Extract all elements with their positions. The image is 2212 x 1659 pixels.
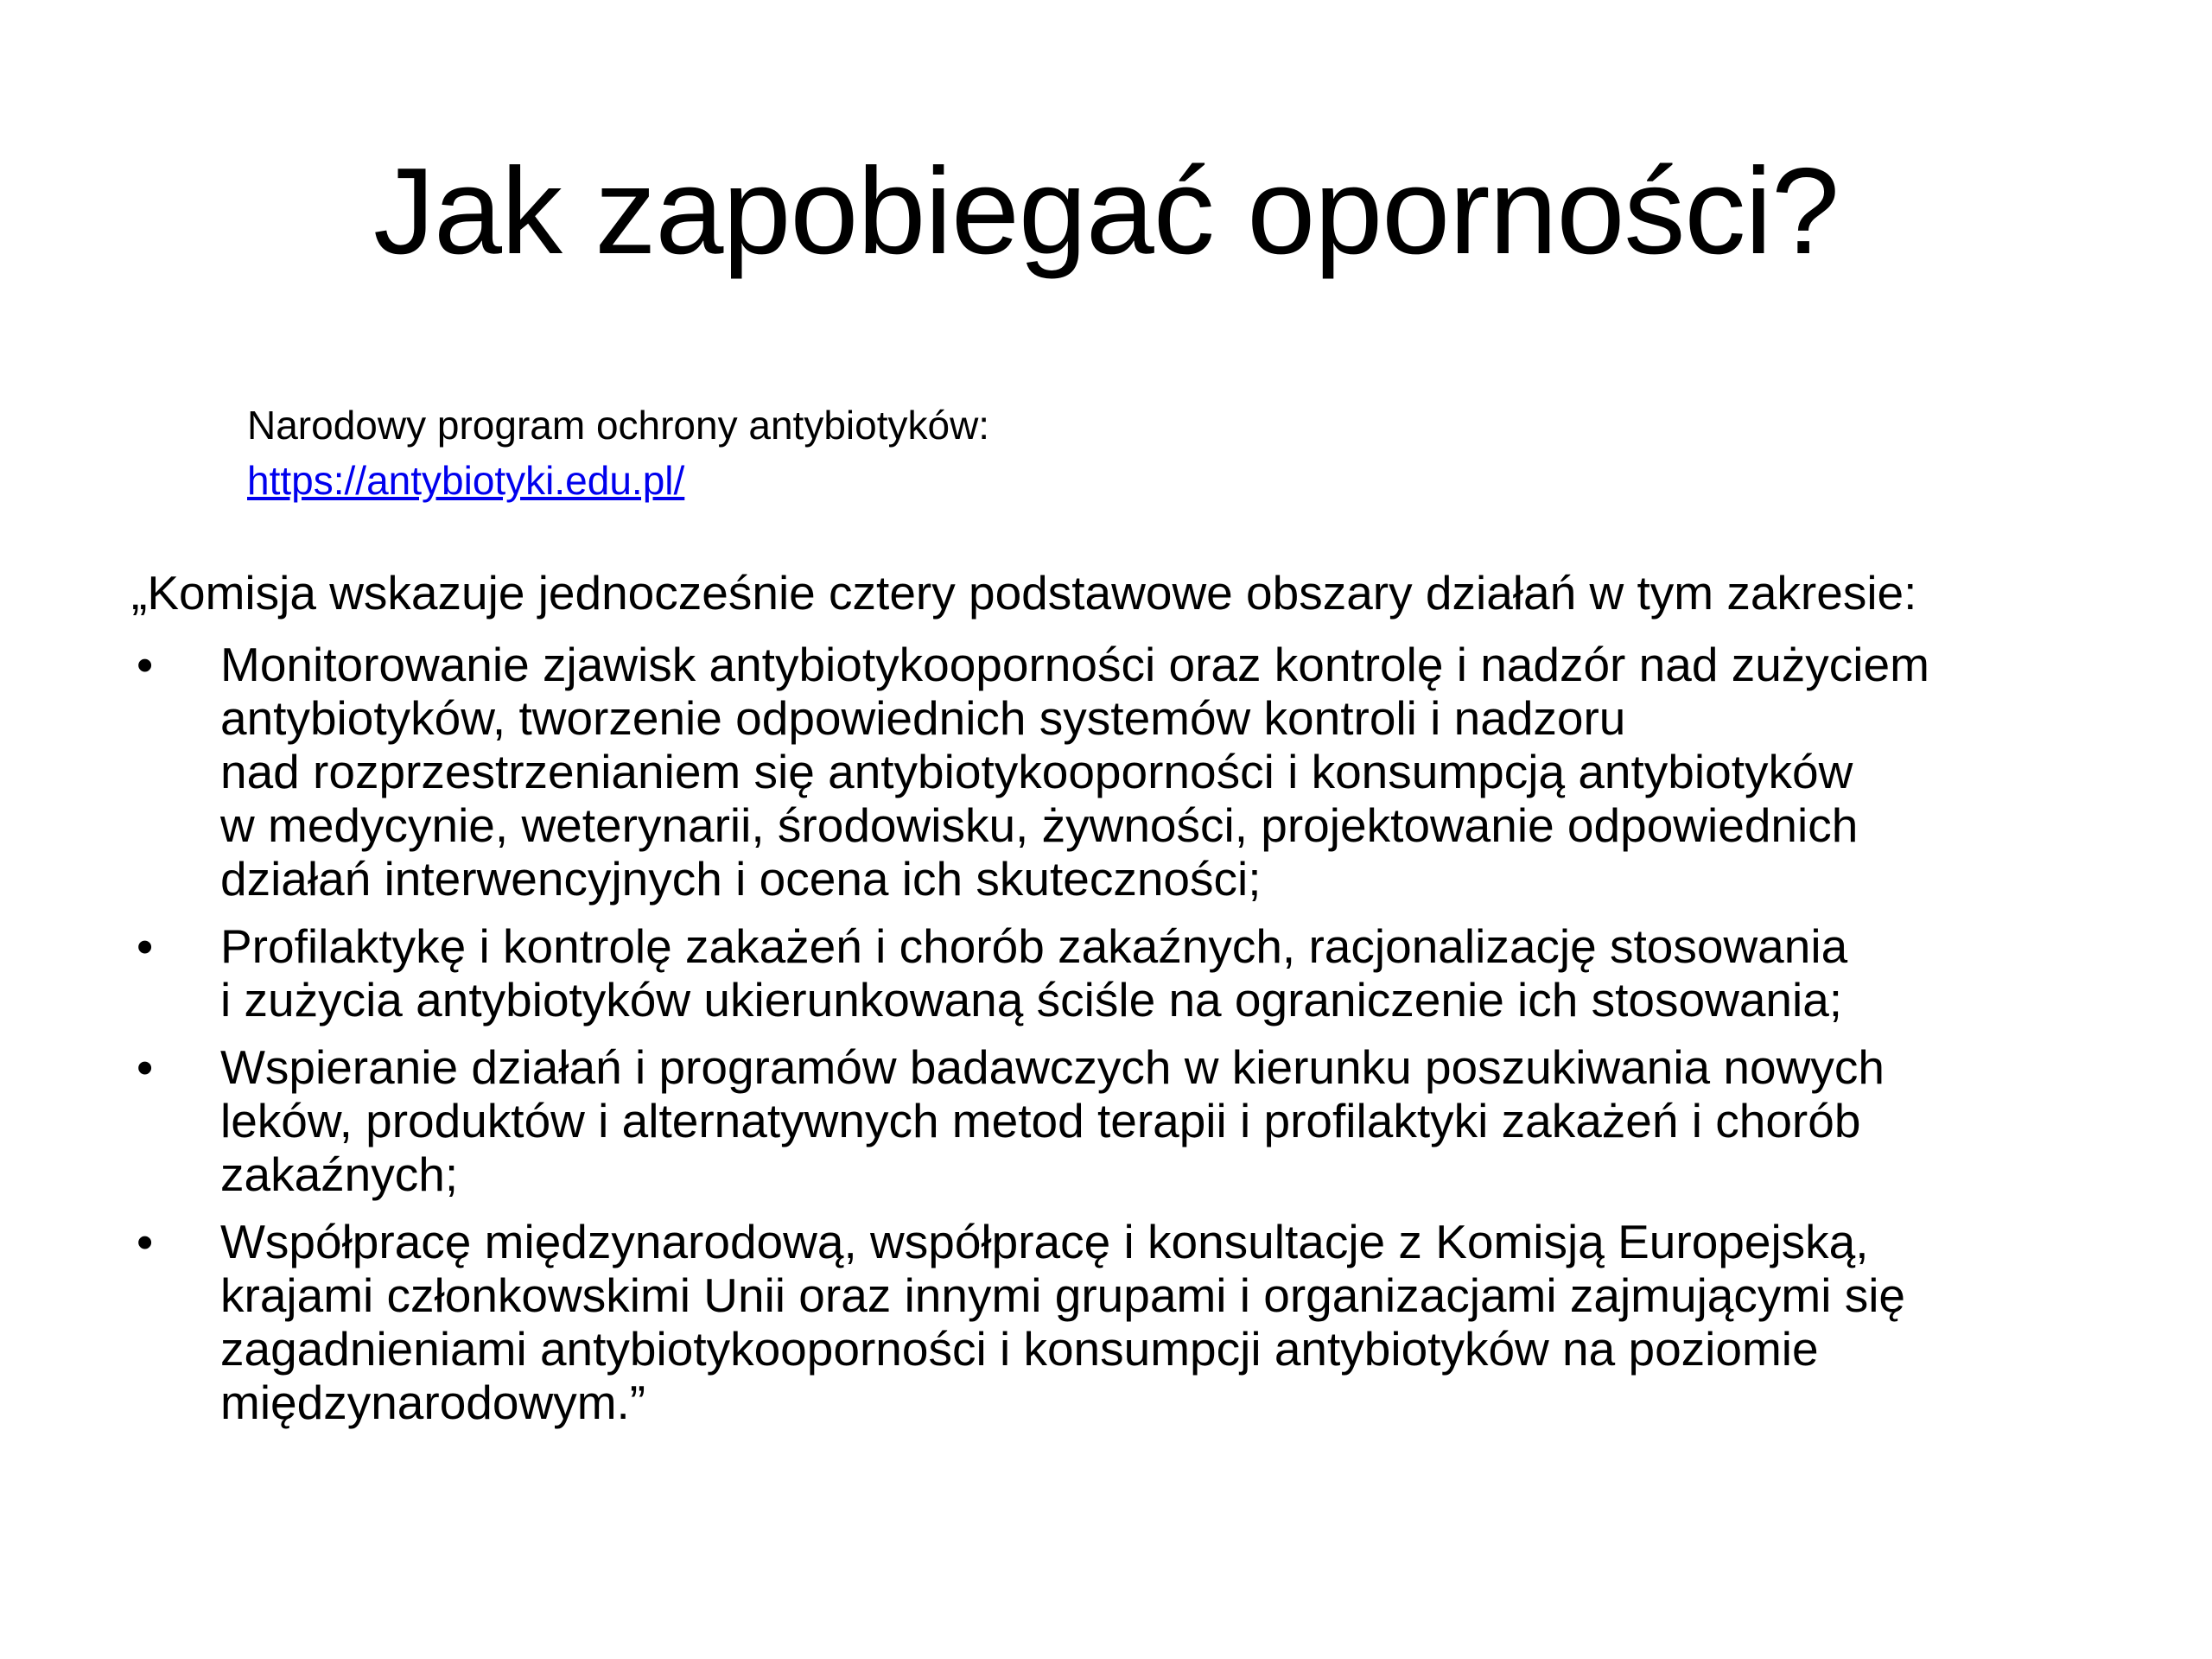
- bullet-icon: •: [137, 1040, 154, 1094]
- bullet-item: [131, 919, 2119, 1027]
- bullet-line: Wspieranie działań i programów badawczych w kierunku poszukiwania nowych: [220, 1040, 1885, 1094]
- slide-title: Jak zapobiegać oporności?: [373, 143, 1839, 280]
- bullet-icon: •: [137, 1215, 154, 1268]
- bullet-item: [131, 638, 2119, 906]
- intro-text: „Komisja wskazuje jednocześnie cztery podstawowe obszary działań w tym zakresie:: [131, 566, 1917, 620]
- bullet-line: zagadnieniami antybiotykooporności i konsumpcji antybiotyków na poziomie: [220, 1322, 1819, 1376]
- bullet-line: i zużycia antybiotyków ukierunkowaną ściśle na ograniczenie ich stosowania;: [220, 973, 1843, 1027]
- bullet-line: Profilaktykę i kontrolę zakażeń i chorób zakaźnych, racjonalizację stosowania: [220, 919, 1848, 973]
- bullet-item: [131, 1040, 2119, 1201]
- program-block: [247, 397, 989, 508]
- bullet-line: w medycynie, weterynarii, środowisku, żywności, projektowanie odpowiednich: [220, 798, 1859, 852]
- bullet-line: Współpracę międzynarodową, współpracę i konsultacje z Komisją Europejską,: [220, 1215, 1869, 1268]
- bullet-line: działań interwencyjnych i ocena ich skuteczności;: [220, 852, 1262, 906]
- bullet-line: międzynarodowym.”: [220, 1376, 646, 1429]
- bullet-line: Monitorowanie zjawisk antybiotykooporności oraz kontrolę i nadzór nad zużyciem: [220, 638, 1929, 691]
- bullet-line: leków, produktów i alternatywnych metod terapii i profilaktyki zakażeń i chorób: [220, 1094, 1861, 1147]
- bullet-icon: •: [137, 638, 154, 691]
- bullet-item: [131, 1215, 2119, 1429]
- bullet-icon: •: [137, 919, 154, 973]
- bullet-line: zakaźnych;: [220, 1147, 459, 1201]
- bullet-list: [131, 638, 2119, 1443]
- bullet-line: nad rozprzestrzenianiem się antybiotykooporności i konsumpcją antybiotyków: [220, 745, 1853, 798]
- program-link[interactable]: https://antybiotyki.edu.pl/: [247, 458, 685, 503]
- bullet-line: krajami członkowskimi Unii oraz innymi grupami i organizacjami zajmującymi się: [220, 1268, 1906, 1322]
- bullet-line: antybiotyków, tworzenie odpowiednich systemów kontroli i nadzoru: [220, 691, 1626, 745]
- program-label: Narodowy program ochrony antybiotyków:: [247, 403, 990, 448]
